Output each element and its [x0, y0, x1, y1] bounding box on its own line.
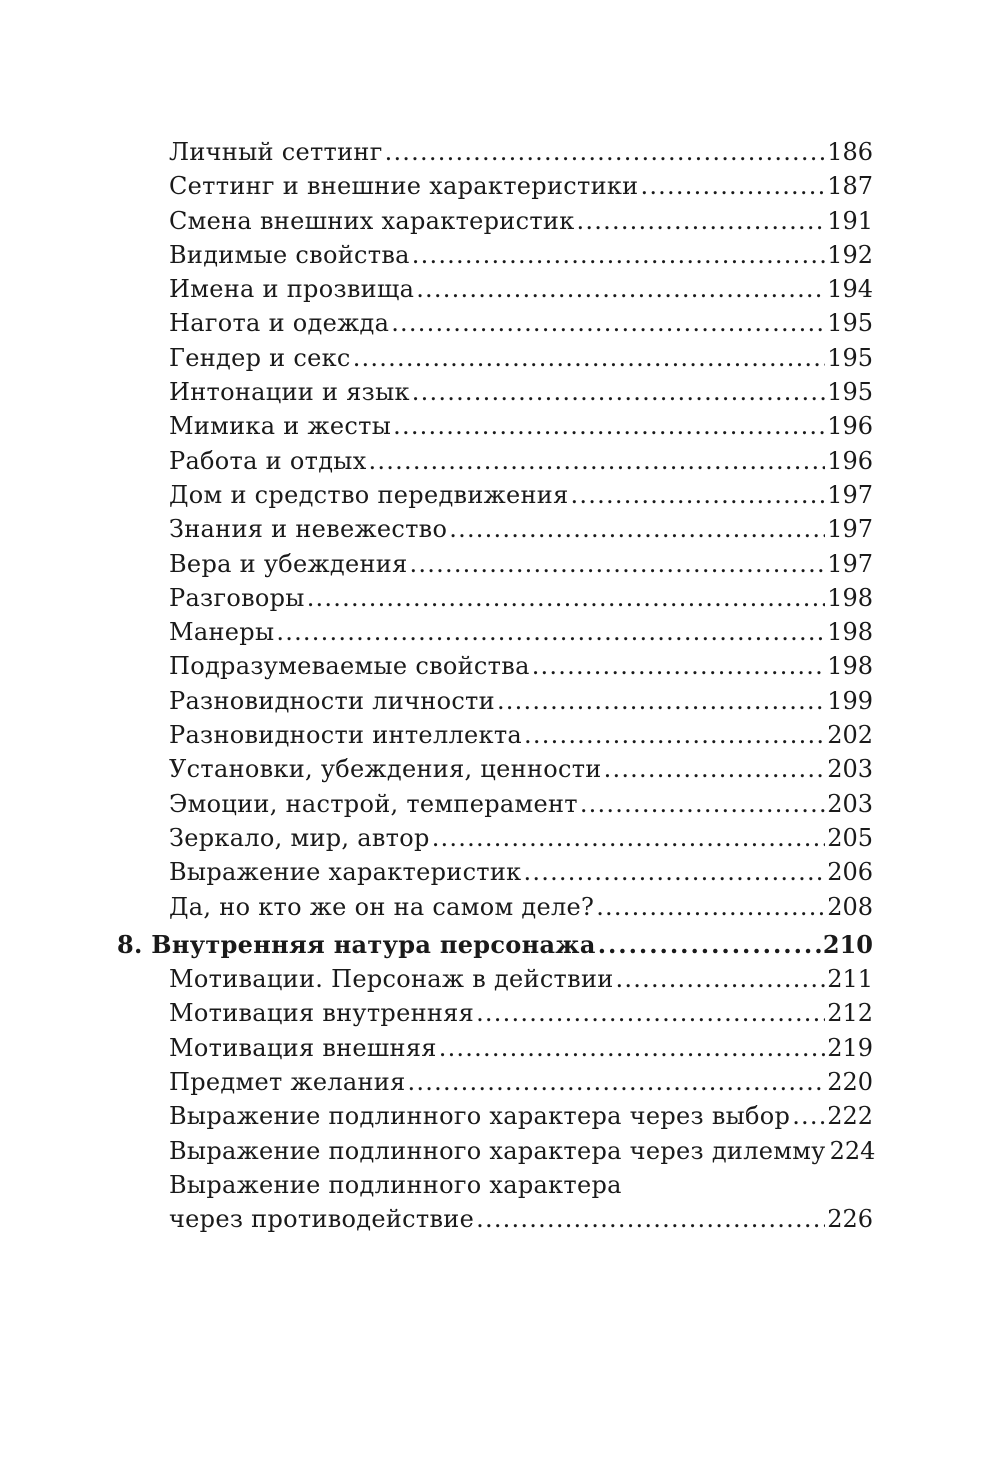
toc-entry-page: 226 [827, 1205, 873, 1234]
toc-entry-title: Интонации и язык [169, 378, 410, 407]
dot-leader [616, 962, 826, 996]
toc-entry-page: 187 [827, 172, 873, 201]
toc-entry-title: Зеркало, мир, автор [169, 823, 430, 852]
toc-entry-title: Разновидности интеллекта [169, 721, 523, 750]
toc-entry-page: 211 [827, 965, 873, 994]
toc-entry-page: 198 [827, 652, 873, 681]
toc-entry-title: Установки, убеждения, ценности [169, 755, 602, 784]
toc-entry-page: 195 [827, 343, 873, 372]
dot-leader [596, 890, 825, 924]
toc-entry-title: Выражение подлинного характера через выбор [169, 1102, 791, 1131]
dot-leader [497, 684, 825, 718]
toc-entry[interactable] [117, 1134, 876, 1168]
dot-leader [476, 1202, 825, 1236]
toc-entry-page: 197 [827, 515, 873, 544]
toc-entry[interactable] [117, 962, 873, 996]
dot-leader [439, 1031, 825, 1065]
toc-entry[interactable] [117, 649, 873, 683]
toc-entry-title: Выражение характеристик [169, 858, 522, 887]
dot-leader [276, 615, 825, 649]
toc-entry-title: Мотивация внутренняя [169, 999, 475, 1028]
toc-entry[interactable] [117, 787, 873, 821]
dot-leader [393, 409, 825, 443]
toc-entry-page: 196 [827, 412, 873, 441]
toc-entry[interactable] [117, 169, 873, 203]
dot-leader [640, 169, 825, 203]
toc-entry-title: Знания и невежество [169, 515, 448, 544]
toc-entry-page: 194 [827, 275, 873, 304]
toc-entry[interactable] [117, 1031, 873, 1065]
toc-entry-wrapped-line2[interactable] [117, 1202, 873, 1236]
dot-leader [598, 928, 821, 962]
toc-entry-page: 192 [827, 240, 873, 269]
dot-leader [369, 444, 826, 478]
toc-entry-page: 198 [827, 583, 873, 612]
toc-entry-page: 224 [829, 1136, 876, 1165]
toc-entry-page: 208 [827, 892, 873, 921]
dot-leader [385, 135, 826, 169]
toc-entry-page: 195 [827, 309, 873, 338]
toc-entry-title: Предмет желания [169, 1068, 406, 1097]
toc-entry-title: Мотивации. Персонаж в действии [169, 965, 614, 994]
dot-leader [577, 204, 826, 238]
dot-leader [412, 238, 825, 272]
dot-leader [524, 718, 825, 752]
dot-leader [476, 996, 825, 1030]
dot-leader [449, 512, 825, 546]
toc-chapter-title: 8. Внутренняя натура персонажа [117, 929, 596, 959]
toc-entry-page: 206 [827, 858, 873, 887]
toc-entry-wrapped-line1[interactable] [117, 1168, 873, 1202]
toc-entry-page: 220 [827, 1068, 873, 1097]
dot-leader [604, 752, 826, 786]
toc-entry-title: Работа и отдых [169, 446, 367, 475]
dot-leader [307, 581, 825, 615]
toc-entry-title: Видимые свойства [169, 240, 410, 269]
toc-entry-page: 191 [827, 206, 873, 235]
toc-entry[interactable] [117, 444, 873, 478]
toc-entry-title: через противодействие [169, 1205, 475, 1234]
toc-entry-title: Сеттинг и внешние характеристики [169, 172, 639, 201]
toc-entry-title: Эмоции, настрой, темперамент [169, 789, 578, 818]
toc-entry-page: 222 [827, 1102, 873, 1131]
toc-entry-page: 198 [827, 618, 873, 647]
dot-leader [412, 375, 825, 409]
toc-entry[interactable] [117, 272, 873, 306]
toc-entry-title: Разновидности личности [169, 686, 495, 715]
toc-entry-page: 199 [827, 686, 873, 715]
toc-entry-title: Подразумеваемые свойства [169, 652, 530, 681]
toc-entry[interactable] [117, 821, 873, 855]
toc-entry[interactable] [117, 684, 873, 718]
toc-entry[interactable] [117, 135, 873, 169]
toc-entry[interactable] [117, 855, 873, 889]
toc-entry-page: 212 [827, 999, 873, 1028]
toc-entry-title: Смена внешних характеристик [169, 206, 575, 235]
toc-entry-page: 202 [827, 721, 873, 750]
dot-leader [580, 787, 825, 821]
toc-entry-page: 186 [827, 138, 873, 166]
toc-entry-title: Манеры [169, 618, 275, 647]
toc-entry[interactable] [117, 478, 873, 512]
dot-leader [410, 547, 826, 581]
toc-entry[interactable] [117, 512, 873, 546]
dot-leader [416, 272, 825, 306]
toc-entry-title: Личный сеттинг [169, 138, 383, 166]
toc-entry[interactable] [117, 615, 873, 649]
toc-entry-title: Имена и прозвища [169, 275, 415, 304]
toc-entry-page: 203 [827, 755, 873, 784]
toc-entry[interactable] [117, 890, 873, 924]
toc-chapter[interactable] [117, 928, 873, 962]
dot-leader [571, 478, 826, 512]
toc-entry-title: Мимика и жесты [169, 412, 392, 441]
toc-section-b [117, 962, 876, 1168]
toc-entry-title: Нагота и одежда [169, 309, 390, 338]
toc-entry[interactable] [117, 409, 873, 443]
toc-entry-page: 203 [827, 789, 873, 818]
toc-entry-page: 205 [827, 823, 873, 852]
toc-entry[interactable] [117, 996, 873, 1030]
toc-entry-title: Выражение подлинного характера [169, 1170, 622, 1199]
dot-leader [524, 855, 826, 889]
toc-chapter-page: 210 [822, 929, 873, 959]
toc-entry[interactable] [117, 375, 873, 409]
toc-entry[interactable] [117, 752, 873, 786]
toc-entry[interactable] [117, 341, 873, 375]
dot-leader [408, 1065, 826, 1099]
toc-section-a [117, 135, 873, 924]
dot-leader [432, 821, 826, 855]
toc-entry-title: Вера и убеждения [169, 549, 408, 578]
toc-entry[interactable] [117, 718, 873, 752]
toc-entry-title: Да, но кто же он на самом деле? [169, 892, 595, 921]
toc-entry[interactable] [117, 1065, 873, 1099]
toc-entry-page: 196 [827, 446, 873, 475]
dot-leader [353, 341, 826, 375]
toc-entry[interactable] [117, 204, 873, 238]
dot-leader [532, 649, 826, 683]
toc-entry-page: 197 [827, 549, 873, 578]
toc-entry[interactable] [117, 306, 873, 340]
toc-entry-title: Гендер и секс [169, 343, 351, 372]
toc-entry-title: Дом и средство передвижения [169, 480, 569, 509]
table-of-contents [117, 135, 876, 1237]
toc-entry-page: 197 [827, 480, 873, 509]
toc-entry-title: Разговоры [169, 583, 305, 612]
toc-entry[interactable] [117, 581, 873, 615]
toc-entry-page: 219 [827, 1033, 873, 1062]
dot-leader [792, 1099, 825, 1133]
dot-leader [391, 306, 825, 340]
toc-entry[interactable] [117, 238, 873, 272]
toc-entry-title: Выражение подлинного характера через дилемму [169, 1136, 826, 1165]
toc-entry[interactable] [117, 1099, 873, 1133]
toc-entry[interactable] [117, 547, 873, 581]
toc-entry-page: 195 [827, 378, 873, 407]
toc-entry-title: Мотивация внешняя [169, 1033, 437, 1062]
